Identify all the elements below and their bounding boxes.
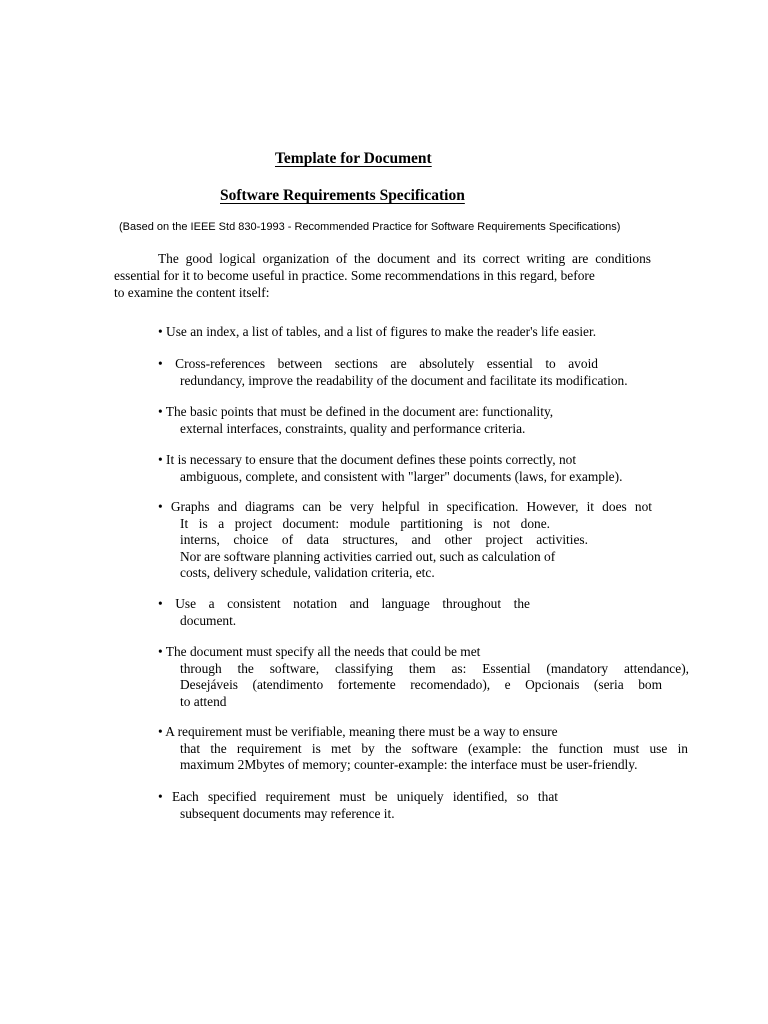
- document-subtitle: [220, 187, 529, 205]
- list-item-line: • A requirement must be verifiable, meaning there must be a way to ensure: [158, 724, 558, 739]
- list-item: [158, 324, 596, 341]
- document-subtitle-text: Software Requirements Specification: [220, 187, 465, 204]
- list-item: [158, 596, 530, 629]
- list-item-line: interns, choice of data structures, and other project activities.: [180, 532, 588, 547]
- list-item-line: subsequent documents may reference it.: [180, 805, 395, 821]
- list-item-line: redundancy, improve the readability of the document and facilitate its modification.: [180, 372, 628, 388]
- list-item-line: to attend: [180, 693, 227, 709]
- title-underline-pad: [432, 150, 484, 168]
- list-item-line: • The basic points that must be defined in the document are: functionality,: [158, 404, 554, 419]
- list-item: [158, 404, 553, 437]
- list-item-line: document.: [180, 612, 237, 628]
- document-title: [275, 150, 484, 168]
- list-item-line: • The document must specify all the needs that could be met: [158, 644, 481, 659]
- list-item-line: costs, delivery schedule, validation criteria, etc.: [180, 565, 435, 580]
- list-item-line: maximum 2Mbytes of memory; counter-example: the interface must be user-friendly.: [180, 757, 638, 772]
- list-item: [158, 724, 688, 774]
- list-item: [158, 789, 558, 822]
- list-item-line: Nor are software planning activities carried out, such as calculation of: [180, 548, 556, 564]
- subtitle-underline-pad: [465, 187, 529, 205]
- list-item-line: • Use an index, a list of tables, and a list of figures to make the reader's life easier.: [158, 324, 597, 339]
- intro-paragraph: [114, 250, 651, 301]
- intro-line: The good logical organization of the document and its correct writing are conditions: [158, 251, 651, 266]
- list-item-line: that the requirement is met by the software (example: the function must use in: [180, 740, 688, 756]
- list-item-line: Desejáveis (atendimento fortemente recomendado), e Opcionais (seria bom: [180, 677, 662, 692]
- list-item-line: ambiguous, complete, and consistent with "larger" documents (laws, for example).: [180, 468, 623, 484]
- based-on-note: (Based on the IEEE Std 830-1993 - Recommended Practice for Software Requirements Specifications): [119, 221, 621, 233]
- list-item-line: through the software, classifying them as: Essential (mandatory attendance),: [180, 660, 689, 676]
- list-item: [158, 452, 622, 485]
- intro-line: to examine the content itself:: [114, 285, 270, 300]
- list-item-line: • Graphs and diagrams can be very helpful in specification. However, it does not: [158, 499, 652, 514]
- list-item-line: It is a project document: module partitioning is not done.: [180, 515, 550, 531]
- list-item-line: external interfaces, constraints, quality and performance criteria.: [180, 420, 526, 436]
- list-item: [158, 644, 689, 710]
- list-item-line: • Each specified requirement must be uniquely identified, so that: [158, 789, 558, 804]
- list-item-line: • Cross-references between sections are absolutely essential to avoid: [158, 356, 598, 371]
- list-item: [158, 356, 628, 389]
- document-title-text: Template for Document: [275, 150, 432, 167]
- intro-line: essential for it to become useful in practice. Some recommendations in this regard, before: [114, 268, 595, 283]
- list-item-line: • Use a consistent notation and language throughout the: [158, 596, 530, 611]
- list-item: [158, 499, 652, 582]
- list-item-line: • It is necessary to ensure that the document defines these points correctly, not: [158, 452, 577, 467]
